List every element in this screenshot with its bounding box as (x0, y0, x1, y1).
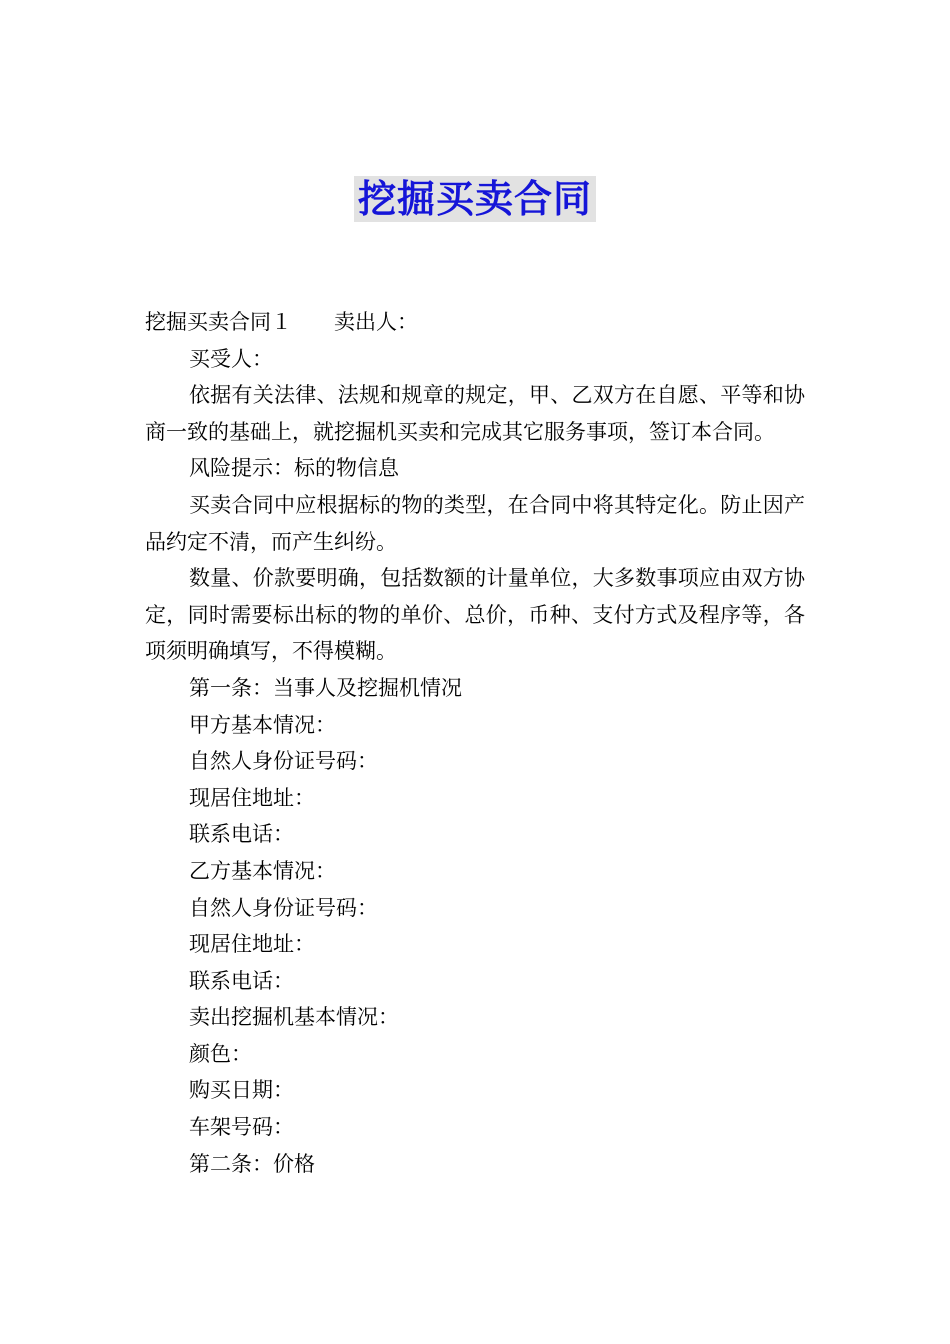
paragraph-party-b-address: 现居住地址： (189, 932, 315, 957)
paragraph-purchase-date: 购买日期： (189, 1078, 294, 1103)
paragraph-party-b: 乙方基本情况： (189, 858, 336, 883)
paragraph-party-b-id: 自然人身份证号码： (189, 895, 378, 920)
paragraph-intro: 依据有关法律、法规和规章的规定，甲、乙双方在自愿、平等和协商一致的基础上，就挖掘机买卖和完成其它服务事项，签订本合同。 (145, 383, 805, 444)
paragraph-article-1: 第一条：当事人及挖掘机情况 (189, 675, 462, 700)
paragraph-risk-heading: 风险提示：标的物信息 (189, 456, 399, 481)
paragraph-frame-number: 车架号码： (189, 1115, 294, 1140)
paragraph-party-a-phone: 联系电话： (189, 822, 294, 847)
paragraph-color: 颜色： (189, 1041, 252, 1066)
document-title: 挖掘买卖合同 (354, 176, 596, 222)
title-container (0, 176, 950, 222)
paragraph-party-a: 甲方基本情况： (189, 712, 336, 737)
paragraph-article-2: 第二条：价格 (189, 1151, 315, 1176)
heading-line (145, 304, 805, 341)
paragraph-risk-subject: 买卖合同中应根据标的物的类型，在合同中将其特定化。防止因产品约定不清，而产生纠纷。 (145, 492, 805, 554)
paragraph-party-a-address: 现居住地址： (189, 785, 315, 810)
paragraph-excavator-info: 卖出挖掘机基本情况： (189, 1005, 399, 1030)
section-label: 挖掘买卖合同１ (145, 310, 292, 334)
paragraph-risk-price: 数量、价款要明确，包括数额的计量单位，大多数事项应由双方协定，同时需要标出标的物的单价、总价，币种、支付方式及程序等，各项须明确填写，不得模糊。 (145, 566, 805, 664)
paragraph-buyer: 买受人： (189, 346, 273, 371)
document-body (145, 304, 805, 1182)
seller-label: 卖出人： (334, 310, 418, 334)
paragraph-party-b-phone: 联系电话： (189, 968, 294, 993)
paragraph-party-a-id: 自然人身份证号码： (189, 749, 378, 774)
